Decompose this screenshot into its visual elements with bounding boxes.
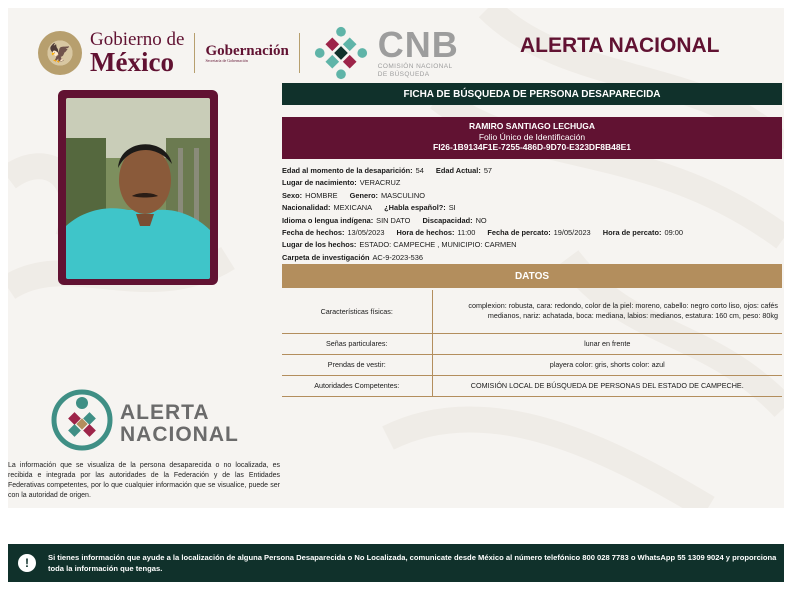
mexico-seal-icon: 🦅 — [38, 31, 82, 75]
datos-value: complexion: robusta, cara: redondo, color de la piel: moreno, cabello: negro corto liso, ojos: cafés medianos, nariz: achatada, boca: mediana, labios: medianos, estatura: 160 cm, peso: 80kg — [432, 290, 782, 333]
detail-row — [282, 252, 782, 264]
ficha-sheet — [8, 8, 784, 508]
cnb-logo-icon — [312, 24, 370, 82]
detail-row — [282, 227, 782, 239]
datos-value: COMISIÓN LOCAL DE BÚSQUEDA DE PERSONAS DEL ESTADO DE CAMPECHE. — [432, 375, 782, 396]
divider — [194, 33, 195, 73]
person-name: RAMIRO SANTIAGO LECHUGA — [468, 121, 596, 131]
gobernacion-text: Gobernación — [205, 42, 289, 59]
person-header — [282, 117, 782, 159]
fecha-hechos-label: Fecha de hechos: — [282, 228, 345, 238]
edad-actual-value: 57 — [483, 166, 493, 175]
detail-row — [282, 215, 782, 227]
genero-label: Genero: — [349, 190, 378, 200]
mexico-text: México — [90, 47, 174, 77]
gobernacion-subtext: Secretaría de Gobernación — [205, 58, 248, 64]
cnb-subtitle-1: COMISIÓN NACIONAL — [377, 63, 453, 71]
idioma-label: Idioma o lengua indígena: — [282, 215, 374, 225]
gobierno-logo — [90, 30, 184, 76]
datos-key: Prendas de vestir: — [282, 354, 432, 375]
datos-key: Características físicas: — [282, 290, 432, 333]
nacional-text: NACIONAL — [120, 423, 239, 446]
fecha-percato-value: 19/05/2023 — [553, 228, 591, 238]
detail-row — [282, 190, 782, 202]
photo-frame — [58, 90, 218, 285]
header — [38, 18, 459, 88]
table-row — [282, 333, 782, 354]
alerta-nacional-logo-icon — [50, 388, 114, 452]
table-row — [282, 354, 782, 375]
datos-key: Señas particulares: — [282, 333, 432, 354]
edad-desaparicion-value: 54 — [415, 166, 424, 175]
nacimiento-value: VERACRUZ — [359, 178, 401, 188]
fecha-percato-label: Fecha de percato: — [487, 228, 551, 238]
sexo-label: Sexo: — [282, 190, 303, 200]
datos-table — [282, 290, 782, 397]
carpeta-value: AC-9-2023-536 — [372, 252, 424, 262]
contact-footer — [8, 544, 784, 582]
carpeta-label: Carpeta de investigación — [282, 252, 370, 262]
hora-percato-value: 09:00 — [664, 228, 683, 238]
edad-desaparicion-label: Edad al momento de la desaparición: — [282, 166, 413, 175]
person-details — [282, 165, 782, 264]
contact-text: Si tienes información que ayude a la localización de alguna Persona Desaparecida o No Localizada, comunicate desde México al número telefónico 800 028 7783 o WhatsApp 55 1309 9024 y proporciona toda la información que tengas. — [48, 553, 777, 573]
detail-row — [282, 177, 782, 189]
discapacidad-label: Discapacidad: — [422, 215, 473, 225]
datos-value: playera color: gris, shorts color: azul — [432, 354, 782, 375]
sexo-value: HOMBRE — [305, 190, 338, 200]
fecha-hechos-value: 13/05/2023 — [347, 228, 385, 238]
info-icon: ! — [18, 554, 36, 572]
detail-row — [282, 165, 782, 177]
divider — [299, 33, 300, 73]
edad-actual-label: Edad Actual: — [435, 166, 481, 175]
lugar-label: Lugar de los hechos: — [282, 240, 357, 250]
habla-espanol-value: SI — [448, 203, 456, 213]
lugar-value: ESTADO: CAMPECHE , MUNICIPIO: CARMEN — [359, 240, 517, 250]
hora-percato-label: Hora de percato: — [602, 228, 662, 238]
genero-value: MASCULINO — [381, 190, 425, 200]
hora-hechos-label: Hora de hechos: — [396, 228, 455, 238]
folio-label: Folio Único de Identificación — [478, 131, 586, 142]
nacimiento-label: Lugar de nacimiento: — [282, 178, 357, 188]
nacionalidad-value: MEXICANA — [333, 203, 373, 213]
table-row — [282, 375, 782, 396]
alerta-nacional-logo-text — [120, 402, 239, 446]
detail-row — [282, 202, 782, 214]
cnb-text-block — [377, 24, 459, 79]
folio-value: FI26-1B9134F1E-7255-486D-9D70-E323DF8B48E1 — [433, 142, 631, 153]
gobernacion-logo — [205, 43, 288, 64]
alerta-text: ALERTA — [120, 401, 210, 424]
alerta-nacional-title: ALERTA NACIONAL — [520, 34, 720, 57]
hora-hechos-value: 11:00 — [457, 228, 476, 238]
habla-espanol-label: ¿Habla español?: — [384, 203, 446, 213]
cnb-subtitle-2: DE BÚSQUEDA — [377, 71, 430, 78]
disclaimer-text: La información que se visualiza de la persona desaparecida o no localizada, es recibida e integrada por las autoridades de la Federación y de las Entidades Federativas competentes, por lo que cualquier información que se visualice, puede ser con la autoridad de origen. — [8, 462, 280, 499]
datos-title-bar: DATOS — [282, 264, 782, 288]
gobierno-de-text: Gobierno de — [90, 29, 185, 50]
nacionalidad-label: Nacionalidad: — [282, 203, 331, 213]
discapacidad-value: NO — [475, 215, 487, 225]
datos-key: Autoridades Competentes: — [282, 375, 432, 396]
idioma-value: SIN DATO — [376, 215, 411, 225]
person-photo — [66, 98, 210, 279]
table-row — [282, 290, 782, 333]
cnb-text: CNB — [377, 24, 459, 66]
datos-value: lunar en frente — [432, 333, 782, 354]
ficha-title-bar: FICHA DE BÚSQUEDA DE PERSONA DESAPARECIDA — [282, 83, 782, 105]
detail-row — [282, 239, 782, 251]
